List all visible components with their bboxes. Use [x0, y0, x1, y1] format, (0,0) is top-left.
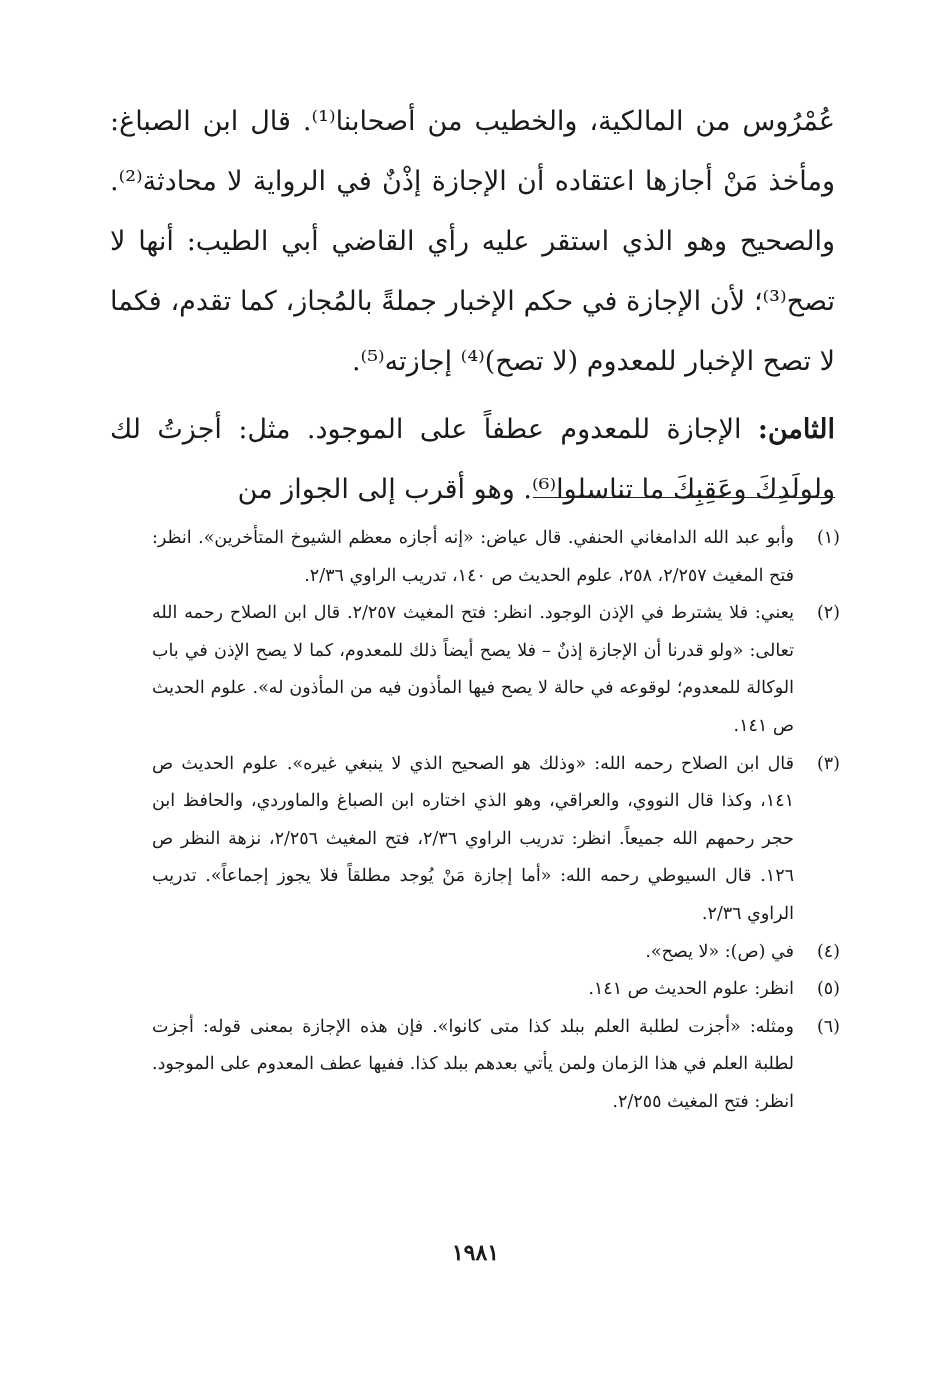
- footnote-number: (٥): [816, 979, 840, 1000]
- footnote-1: [152, 520, 840, 595]
- footnote-text: انظر: علوم الحديث ص ١٤١.: [588, 979, 794, 1000]
- footnote-5: [152, 971, 840, 1009]
- footnote-separator: [533, 497, 835, 498]
- main-paragraph-1: عُمْرُوس من المالكية، والخطيب من أصحابنا⁽¹⁾. قال ابن الصباغ: ومأخذ مَنْ أجازها اعتقاده أن الإجازة إذْنٌ في الرواية لا محادثة⁽²⁾. والصحيح وهو الذي استقر عليه رأي القاضي أبي الطيب: أنها لا تصح⁽³⁾؛ لأن الإجازة في حكم الإخبار جملةً بالمُجاز، كما تقدم، فكما لا تصح الإخبار للمعدوم (لا تصح)⁽⁴⁾ إجازته⁽⁵⁾.: [110, 106, 835, 377]
- footnote-text: قال ابن الصلاح رحمه الله: «وذلك هو الصحيح الذي لا ينبغي غيره». علوم الحديث ص ١٤١، وكذا قال النووي، والعراقي، وهو الذي اختاره ابن الصباغ والماوردي، والحافظ ابن حجر رحمهم الله جميعاً. انظر: تدريب الراوي ٢/٣٦، فتح المغيث ٢/٢٥٦، نزهة النظر ص ١٢٦. قال السيوطي رحمه الله: «أما إجازة مَنْ يُوجد مطلقاً فلا يجوز إجماعاً». تدريب الراوي ٢/٣٦.: [152, 753, 794, 924]
- section-lead: الثامن:: [757, 414, 835, 445]
- footnote-6: [152, 1009, 840, 1122]
- main-text: [110, 92, 835, 520]
- footnote-number: (٣): [816, 753, 840, 774]
- main-paragraph-2-text: الإجازة للمعدوم عطفاً على الموجود. مثل: أجزتُ لك ولولَدِكَ وعَقِبِكَ ما تناسلوا⁽⁶⁾. وهو أقرب إلى الجواز من: [110, 414, 835, 505]
- footnote-number: (١): [816, 528, 840, 548]
- footnote-4: [152, 934, 840, 972]
- footnote-3: [152, 746, 840, 934]
- footnote-text: يعني: فلا يشترط في الإذن الوجود. انظر: فتح المغيث ٢/٢٥٧. قال ابن الصلاح رحمه الله تعالى: «ولو قدرنا أن الإجازة إذنٌ – فلا يصح أيضاً ذلك للمعدوم، كما لا يصح الإذن في باب الوكالة للمعدوم؛ لوقوعه في حالة لا يصح فيها المأذون فيه من المأذون له». علوم الحديث ص ١٤١.: [152, 603, 794, 736]
- page-number: ١٩٨١: [451, 1240, 500, 1266]
- footnote-text: ومثله: «أجزت لطلبة العلم ببلد كذا متى كانوا». فإن هذه الإجازة بمعنى قوله: أجزت لطلبة العلم في هذا الزمان ولمن يأتي بعدهم ببلد كذا. ففيها عطف المعدوم على الموجود. انظر: فتح المغيث ٢/٢٥٥.: [152, 1016, 794, 1112]
- footnote-text: وأبو عبد الله الدامغاني الحنفي. قال عياض: «إنه أجازه معظم الشيوخ المتأخرين». انظر: فتح المغيث ٢/٢٥٧، ٢٥٨، علوم الحديث ص ١٤٠، تدريب الراوي ٢/٣٦.: [152, 528, 794, 586]
- footnote-number: (٢): [816, 603, 840, 624]
- footnotes: [152, 520, 840, 1122]
- footnote-number: (٦): [816, 1016, 840, 1037]
- footnote-2: [152, 595, 840, 745]
- footnote-text: في (ص): «لا يصح».: [645, 941, 794, 962]
- main-paragraph-2: [110, 400, 835, 520]
- footnote-number: (٤): [816, 941, 840, 962]
